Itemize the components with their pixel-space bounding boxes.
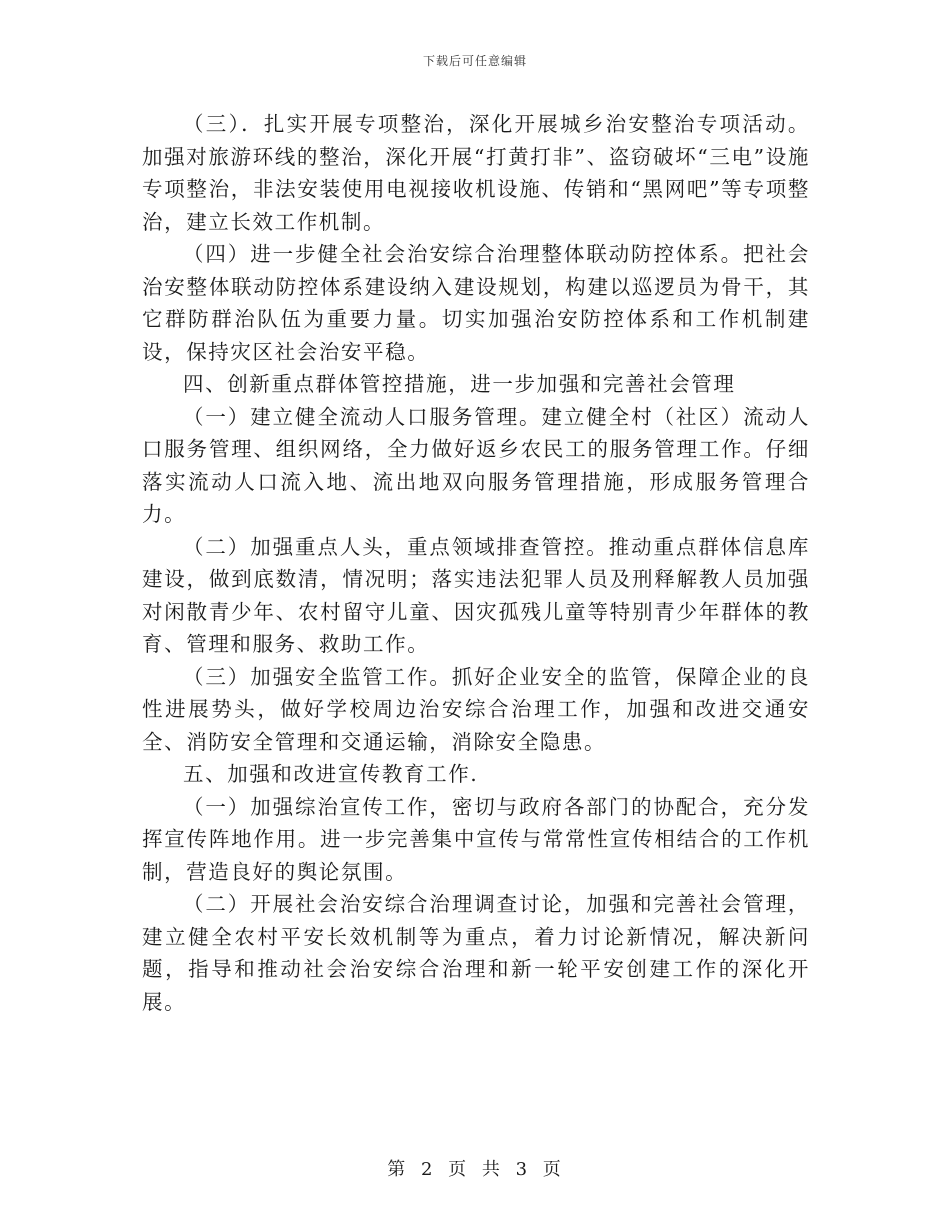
- paragraph-safety-supervision: （三）加强安全监管工作。抓好企业安全的监管，保障企业的良性进展势头，做好学校周边治安综合治理工作，加强和改进交通安全、消防安全管理和交通运输，消除安全隐患。: [142, 664, 810, 754]
- paragraph-key-groups: （二）加强重点人头，重点领域排查管控。推动重点群体信息库建设，做到底数清，情况明；落实违法犯罪人员及刑释解教人员加强对闲散青少年、农村留守儿童、因灾孤残儿童等特别青少年群体的教育、管理和服务、救助工作。: [142, 534, 810, 656]
- paragraph-publicity-work: （一）加强综治宣传工作，密切与政府各部门的协配合，充分发挥宣传阵地作用。进一步完善集中宣传与常常性宣传相结合的工作机制，营造良好的舆论氛围。: [142, 794, 810, 884]
- heading-part-5: 五、加强和改进宣传教育工作.: [183, 762, 479, 786]
- paragraph-migrant-population: （一）建立健全流动人口服务管理。建立健全村（社区）流动人口服务管理、组织网络，全力做好返乡农民工的服务管理工作。仔细落实流动人口流入地、流出地双向服务管理措施，形成服务管理合力。: [142, 404, 810, 526]
- paragraph-research-discussion: （二）开展社会治安综合治理调查讨论，加强和完善社会管理，建立健全农村平安长效机制等为重点，着力讨论新情况，解决新问题，指导和推动社会治安综合治理和新一轮平安创建工作的深化开展。: [142, 892, 810, 1014]
- document-body: [142, 108, 810, 1018]
- page-header: 下载后可任意编辑: [422, 54, 527, 68]
- paragraph-section-4-prevention-system: （四）进一步健全社会治安综合治理整体联动防控体系。把社会治安整体联动防控体系建设纳入建设规划，构建以巡逻员为骨干，其它群防群治队伍为重要力量。切实加强治安防控体系和工作机制建设，保持灾区社会治安平稳。: [142, 242, 810, 364]
- heading-part-4: 四、创新重点群体管控措施，进一步加强和完善社会管理: [183, 372, 736, 396]
- page-number-footer: 第 2 页 共 3 页: [387, 1159, 563, 1180]
- paragraph-section-3-special-rectification: （三）．扎实开展专项整治，深化开展城乡治安整治专项活动。加强对旅游环线的整治，深化开展“打黄打非”、盗窃破坏“三电”设施专项整治，非法安装使用电视接收机设施、传销和“黑网吧”等专项整治，建立长效工作机制。: [142, 112, 810, 234]
